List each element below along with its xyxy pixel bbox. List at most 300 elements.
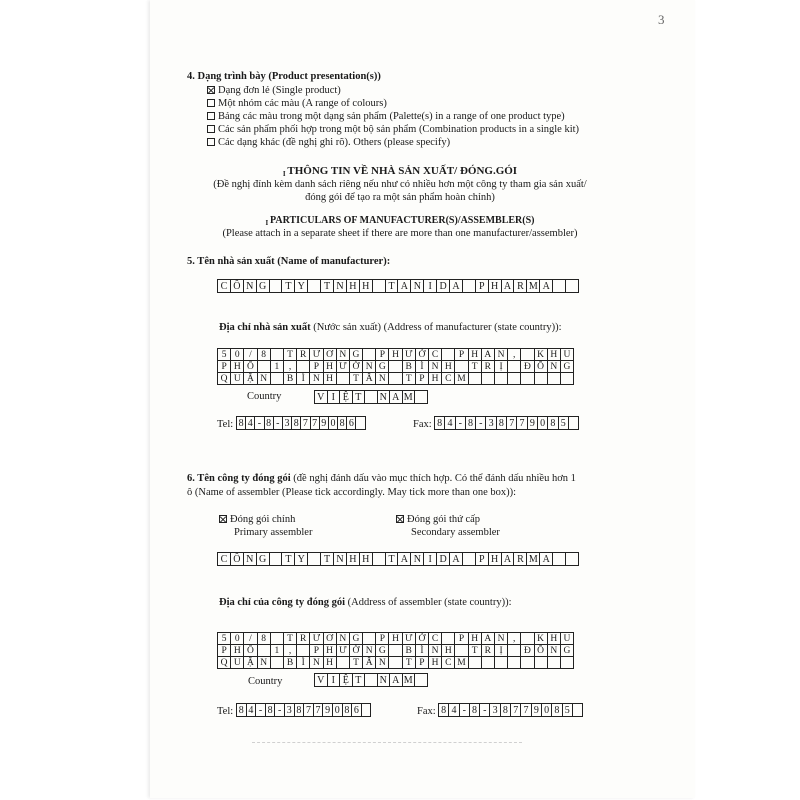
char-cell: 0: [230, 632, 244, 645]
char-cell: [414, 673, 428, 687]
char-cell: Ô: [534, 360, 548, 373]
char-cell: 7: [520, 703, 531, 717]
char-cell: 0: [328, 416, 338, 430]
char-cell: D: [436, 552, 450, 566]
char-cell: T: [283, 348, 297, 361]
char-cell: [462, 279, 476, 293]
char-cell: 1: [270, 644, 284, 657]
char-cell: [507, 372, 521, 385]
char-cell: [560, 656, 574, 669]
char-cell: N: [336, 632, 350, 645]
presentation-option[interactable]: [207, 111, 565, 123]
section5-heading: 5. Tên nhà sản xuất (Name of manufacturer):: [187, 256, 391, 267]
char-cell: H: [230, 360, 244, 373]
char-cell: [481, 656, 495, 669]
char-cell: Ậ: [243, 656, 257, 669]
char-cell: G: [256, 552, 270, 566]
char-cell: Â: [362, 656, 376, 669]
char-cell: Ơ: [323, 348, 337, 361]
char-cell: Ư: [402, 632, 416, 645]
char-cell: M: [454, 656, 468, 669]
manufacturer-info-note-vn-1: (Đề nghị đính kèm danh sách riêng nếu như có nhiều hơn một công ty tham gia sản xuất/: [213, 179, 587, 190]
char-cell: N: [377, 390, 391, 404]
char-cell: [565, 552, 579, 566]
char-cell: K: [534, 348, 548, 361]
char-cell: N: [309, 372, 323, 385]
char-cell: 9: [527, 416, 538, 430]
char-cell: Ư: [402, 348, 416, 361]
presentation-option-label: Bảng các màu trong một dạng sản phẩm (Palette(s) in a range of one product type): [218, 111, 565, 122]
char-cell: 9: [531, 703, 542, 717]
char-cell: T: [281, 552, 295, 566]
char-cell: [307, 279, 321, 293]
primary-assembler-checkbox[interactable]: [219, 515, 227, 523]
char-cell: C: [441, 372, 455, 385]
char-cell: A: [539, 279, 553, 293]
presentation-option-label: Dạng đơn lẻ (Single product): [218, 85, 341, 96]
manufacturer-country-label: Country: [247, 391, 282, 402]
presentation-option[interactable]: [207, 85, 341, 97]
char-cell: C: [428, 632, 442, 645]
char-cell: M: [526, 552, 540, 566]
char-cell: Ệ: [339, 673, 353, 687]
char-cell: N: [428, 360, 442, 373]
manufacturer-info-note-vn-2: đóng gói để tạo ra một sản phẩm hoàn chỉnh): [305, 192, 495, 203]
char-cell: H: [323, 372, 337, 385]
char-cell: 4: [246, 703, 257, 717]
char-cell: T: [385, 279, 399, 293]
char-cell: 8: [551, 703, 562, 717]
char-cell: [534, 372, 548, 385]
char-cell: 8: [469, 703, 480, 717]
char-cell: ,: [507, 348, 521, 361]
char-cell: 4: [245, 416, 255, 430]
char-cell: -: [255, 703, 266, 717]
char-cell: T: [402, 372, 416, 385]
char-cell: H: [428, 372, 442, 385]
assembler-tel-field: [236, 703, 371, 717]
char-cell: T: [349, 372, 363, 385]
char-cell: N: [547, 644, 561, 657]
char-cell: -: [274, 703, 285, 717]
char-cell: P: [217, 360, 231, 373]
char-cell: [547, 656, 561, 669]
char-cell: T: [281, 279, 295, 293]
char-cell: I: [423, 552, 437, 566]
char-cell: P: [375, 348, 389, 361]
char-cell: R: [513, 279, 527, 293]
char-cell: Ơ: [323, 632, 337, 645]
char-cell: Ớ: [415, 632, 429, 645]
char-cell: N: [494, 632, 508, 645]
manufacturer-fax-label: Fax:: [413, 419, 432, 430]
char-cell: -: [459, 703, 470, 717]
char-cell: Ì: [296, 656, 310, 669]
char-cell: Ô: [230, 552, 244, 566]
char-cell: H: [323, 360, 337, 373]
char-cell: P: [309, 360, 323, 373]
manufacturer-name-field: [217, 279, 579, 293]
char-cell: A: [397, 279, 411, 293]
presentation-option[interactable]: [207, 137, 450, 149]
char-cell: H: [547, 348, 561, 361]
char-cell: A: [449, 552, 463, 566]
char-cell: R: [513, 552, 527, 566]
char-cell: 0: [537, 416, 548, 430]
char-cell: [361, 703, 372, 717]
presentation-option-label: Một nhóm các màu (A range of colours): [218, 98, 387, 109]
char-cell: [336, 372, 350, 385]
char-cell: N: [362, 644, 376, 657]
char-cell: [364, 673, 378, 687]
char-cell: H: [359, 552, 373, 566]
char-cell: 6: [346, 416, 356, 430]
char-cell: N: [333, 279, 347, 293]
char-cell: ,: [283, 360, 297, 373]
char-cell: H: [230, 644, 244, 657]
presentation-option-label: Các dạng khác (đề nghị ghi rõ). Others (please specify): [218, 137, 451, 148]
char-cell: [468, 372, 482, 385]
char-cell: Ậ: [243, 372, 257, 385]
checkbox[interactable]: [207, 125, 215, 133]
char-cell: R: [296, 632, 310, 645]
char-cell: C: [428, 348, 442, 361]
char-cell: 7: [300, 416, 310, 430]
char-cell: [364, 390, 378, 404]
char-cell: H: [468, 348, 482, 361]
char-cell: H: [428, 656, 442, 669]
assembler-country-field: [314, 673, 428, 687]
presentation-option[interactable]: [207, 98, 387, 110]
char-cell: H: [388, 348, 402, 361]
char-cell: [355, 416, 365, 430]
assembler-address-label: Địa chỉ của công ty đóng gói (Address of assembler (state country)):: [219, 597, 512, 608]
char-cell: U: [560, 348, 574, 361]
manufacturer-country-field: [314, 390, 428, 404]
manufacturer-tel-label: Tel:: [217, 419, 234, 430]
char-cell: H: [547, 632, 561, 645]
char-cell: [568, 416, 579, 430]
char-cell: H: [441, 360, 455, 373]
char-cell: N: [377, 673, 391, 687]
char-cell: 7: [313, 703, 324, 717]
char-cell: [494, 372, 508, 385]
char-cell: 1: [270, 360, 284, 373]
char-cell: P: [415, 372, 429, 385]
char-cell: H: [346, 552, 360, 566]
char-cell: H: [488, 279, 502, 293]
char-cell: [468, 656, 482, 669]
char-cell: A: [539, 552, 553, 566]
char-cell: -: [479, 703, 490, 717]
char-cell: 3: [284, 703, 295, 717]
char-cell: A: [449, 279, 463, 293]
char-cell: Ư: [309, 632, 323, 645]
assembler-tel-label: Tel:: [217, 706, 234, 717]
char-cell: [372, 552, 386, 566]
char-cell: Ì: [415, 644, 429, 657]
char-cell: 8: [291, 416, 301, 430]
char-cell: 4: [444, 416, 455, 430]
char-cell: [414, 390, 428, 404]
assembler-address-field: [217, 632, 574, 669]
char-cell: 3: [282, 416, 292, 430]
edge-marks: [676, 195, 678, 445]
char-cell: [270, 372, 284, 385]
char-cell: B: [402, 644, 416, 657]
char-cell: [507, 656, 521, 669]
char-cell: G: [560, 360, 574, 373]
char-cell: C: [217, 552, 231, 566]
char-cell: Ố: [243, 644, 257, 657]
char-cell: M: [402, 673, 416, 687]
char-cell: [572, 703, 583, 717]
char-cell: [269, 279, 283, 293]
char-cell: [336, 656, 350, 669]
char-cell: I: [327, 390, 341, 404]
char-cell: [388, 372, 402, 385]
char-cell: Y: [294, 279, 308, 293]
char-cell: N: [375, 372, 389, 385]
char-cell: 4: [448, 703, 459, 717]
secondary-assembler-checkbox[interactable]: [396, 515, 404, 523]
char-cell: P: [454, 348, 468, 361]
char-cell: Ư: [309, 348, 323, 361]
char-cell: 7: [516, 416, 527, 430]
char-cell: 8: [337, 416, 347, 430]
char-cell: G: [375, 644, 389, 657]
char-cell: [520, 372, 534, 385]
char-cell: H: [441, 644, 455, 657]
char-cell: P: [217, 644, 231, 657]
char-cell: G: [256, 279, 270, 293]
char-cell: 8: [236, 703, 247, 717]
char-cell: Y: [294, 552, 308, 566]
char-cell: H: [359, 279, 373, 293]
char-cell: Ị: [494, 644, 508, 657]
char-cell: T: [349, 656, 363, 669]
char-cell: N: [336, 348, 350, 361]
checkbox[interactable]: [207, 112, 215, 120]
checkbox[interactable]: [207, 86, 215, 94]
char-cell: A: [397, 552, 411, 566]
assembler-country-label: Country: [248, 676, 283, 687]
char-cell: U: [230, 372, 244, 385]
char-cell: 7: [310, 416, 320, 430]
char-cell: 7: [303, 703, 314, 717]
checkbox[interactable]: [207, 99, 215, 107]
char-cell: 5: [558, 416, 569, 430]
char-cell: H: [323, 644, 337, 657]
char-cell: V: [314, 673, 328, 687]
char-cell: T: [283, 632, 297, 645]
manufacturer-info-note-en: (Please attach in a separate sheet if there are more than one manufacturer/assembler): [222, 228, 578, 239]
char-cell: Ô: [534, 644, 548, 657]
char-cell: Ư: [336, 360, 350, 373]
char-cell: A: [389, 673, 403, 687]
char-cell: [560, 372, 574, 385]
char-cell: R: [481, 644, 495, 657]
char-cell: 9: [322, 703, 333, 717]
char-cell: Ờ: [349, 360, 363, 373]
char-cell: 8: [465, 416, 476, 430]
char-cell: Q: [217, 656, 231, 669]
char-cell: Â: [362, 372, 376, 385]
char-cell: 8: [257, 632, 271, 645]
manufacturer-address-label: Địa chỉ nhà sản xuất (Nước sản xuất) (Address of manufacturer (state country)):: [219, 322, 562, 333]
char-cell: H: [488, 552, 502, 566]
char-cell: [372, 279, 386, 293]
char-cell: A: [481, 348, 495, 361]
char-cell: P: [375, 632, 389, 645]
assembler-fax-label: Fax:: [417, 706, 436, 717]
char-cell: Ớ: [415, 348, 429, 361]
char-cell: G: [375, 360, 389, 373]
char-cell: 8: [264, 416, 274, 430]
char-cell: [520, 656, 534, 669]
char-cell: H: [468, 632, 482, 645]
char-cell: 8: [236, 416, 246, 430]
char-cell: [552, 552, 566, 566]
char-cell: R: [481, 360, 495, 373]
char-cell: M: [526, 279, 540, 293]
char-cell: P: [415, 656, 429, 669]
char-cell: T: [468, 644, 482, 657]
char-cell: N: [362, 360, 376, 373]
char-cell: 8: [438, 703, 449, 717]
checkbox[interactable]: [207, 138, 215, 146]
section6-heading-line2: ô (Name of assembler (Please tick accordingly. May tick more than one box)):: [187, 487, 517, 498]
char-cell: A: [501, 552, 515, 566]
char-cell: Q: [217, 372, 231, 385]
char-cell: T: [320, 279, 334, 293]
char-cell: N: [428, 644, 442, 657]
char-cell: 8: [434, 416, 445, 430]
char-cell: [552, 279, 566, 293]
char-cell: 9: [319, 416, 329, 430]
char-cell: I: [327, 673, 341, 687]
section4-heading: 4. Dạng trình bày (Product presentation(s)): [187, 71, 381, 82]
char-cell: G: [349, 632, 363, 645]
char-cell: C: [217, 279, 231, 293]
char-cell: P: [475, 552, 489, 566]
char-cell: T: [385, 552, 399, 566]
char-cell: B: [283, 372, 297, 385]
secondary-assembler-label-en: Secondary assembler: [411, 527, 500, 538]
char-cell: [565, 279, 579, 293]
char-cell: 8: [547, 416, 558, 430]
manufacturer-tel-field: [236, 416, 366, 430]
char-cell: P: [454, 632, 468, 645]
char-cell: 0: [541, 703, 552, 717]
char-cell: 5: [217, 632, 231, 645]
char-cell: [270, 656, 284, 669]
char-cell: 8: [294, 703, 305, 717]
char-cell: T: [402, 656, 416, 669]
char-cell: N: [410, 552, 424, 566]
char-cell: P: [309, 644, 323, 657]
char-cell: A: [389, 390, 403, 404]
section6-heading: 6. Tên công ty đóng gói (đề nghị đánh dấu vào mục thích hợp. Có thể đánh dấu nhiều hơn 1: [187, 473, 576, 484]
char-cell: 8: [496, 416, 507, 430]
char-cell: 8: [500, 703, 511, 717]
presentation-option-label: Các sản phẩm phối hợp trong một bộ sản phẩm (Combination products in a single kit): [218, 124, 580, 135]
char-cell: N: [309, 656, 323, 669]
char-cell: N: [375, 656, 389, 669]
secondary-assembler-option[interactable]: Đóng gói thứ cấp: [396, 514, 480, 526]
char-cell: U: [560, 632, 574, 645]
char-cell: Ư: [336, 644, 350, 657]
char-cell: Ô: [230, 279, 244, 293]
char-cell: D: [436, 279, 450, 293]
char-cell: -: [475, 416, 486, 430]
char-cell: T: [468, 360, 482, 373]
primary-assembler-option[interactable]: Đóng gói chính: [219, 514, 295, 526]
char-cell: /: [243, 348, 257, 361]
char-cell: R: [296, 348, 310, 361]
assembler-name-field: [217, 552, 579, 566]
char-cell: 0: [332, 703, 343, 717]
manufacturer-fax-field: [434, 416, 579, 430]
char-cell: H: [388, 632, 402, 645]
char-cell: Ì: [296, 372, 310, 385]
manufacturer-info-title-en: $_I$ PARTICULARS OF MANUFACTURER(S)/ASSEMBLER(S): [265, 215, 535, 227]
char-cell: 8: [265, 703, 276, 717]
assembler-fax-field: [438, 703, 583, 717]
char-cell: 5: [562, 703, 573, 717]
char-cell: ,: [283, 644, 297, 657]
char-cell: -: [273, 416, 283, 430]
char-cell: Ị: [494, 360, 508, 373]
char-cell: I: [423, 279, 437, 293]
char-cell: [462, 552, 476, 566]
char-cell: T: [352, 673, 366, 687]
char-cell: A: [501, 279, 515, 293]
char-cell: Ệ: [339, 390, 353, 404]
char-cell: H: [346, 279, 360, 293]
char-cell: 7: [510, 703, 521, 717]
char-cell: B: [402, 360, 416, 373]
char-cell: N: [257, 372, 271, 385]
address-row: [217, 373, 574, 385]
char-cell: N: [494, 348, 508, 361]
char-cell: [534, 656, 548, 669]
char-cell: /: [243, 632, 257, 645]
char-cell: N: [243, 552, 257, 566]
char-cell: N: [257, 656, 271, 669]
char-cell: A: [481, 632, 495, 645]
char-cell: -: [455, 416, 466, 430]
char-cell: [307, 552, 321, 566]
page-number: 3: [658, 12, 665, 27]
char-cell: T: [352, 390, 366, 404]
char-cell: [388, 656, 402, 669]
char-cell: 8: [257, 348, 271, 361]
char-cell: ,: [507, 632, 521, 645]
bleed-through-line: [252, 742, 522, 744]
primary-assembler-label-en: Primary assembler: [234, 527, 313, 538]
manufacturer-address-field: [217, 348, 574, 385]
char-cell: [481, 372, 495, 385]
char-cell: Ố: [243, 360, 257, 373]
char-cell: N: [410, 279, 424, 293]
char-cell: [494, 656, 508, 669]
char-cell: M: [402, 390, 416, 404]
char-cell: G: [560, 644, 574, 657]
char-cell: M: [454, 372, 468, 385]
char-cell: 8: [342, 703, 353, 717]
presentation-option[interactable]: [207, 124, 579, 136]
